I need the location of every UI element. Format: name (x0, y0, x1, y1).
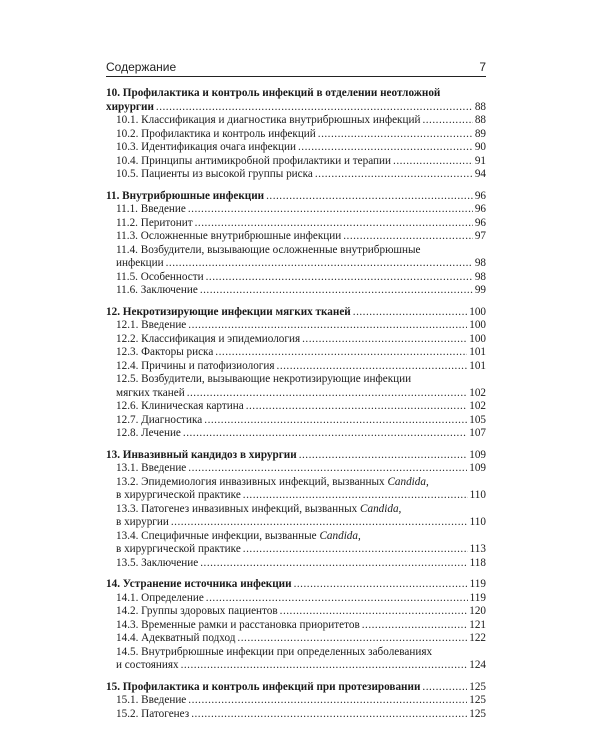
section-entry-page: 98 (474, 270, 486, 283)
chapter-entry-page: 109 (469, 448, 486, 461)
section-entry (106, 694, 486, 708)
section-entry-page: 94 (474, 168, 486, 180)
section-entry-text: 11.5. Особенности (116, 270, 204, 283)
section-entry (106, 427, 486, 441)
section-entry-page: 100 (469, 332, 486, 345)
section-entry-text: 12.4. Причины и патофизиология (116, 359, 275, 372)
section-entry (106, 168, 486, 182)
leader-dots (188, 203, 473, 217)
leader-dots (246, 400, 468, 414)
section-entry (106, 319, 486, 333)
section-entry-page: 101 (469, 359, 486, 372)
section-entry-text: 11.2. Перитонит (116, 216, 193, 229)
toc-chapter (106, 578, 486, 673)
section-title-line (106, 476, 486, 490)
page-number: 7 (479, 60, 486, 74)
section-entry-page: 113 (469, 543, 486, 555)
leader-dots (318, 128, 473, 142)
section-entry-page: 90 (474, 141, 486, 153)
table-of-contents (106, 87, 486, 729)
leader-dots (181, 659, 468, 673)
section-entry-page: 122 (469, 632, 486, 644)
section-entry-text: 10.4. Принципы антимикробной профилактики и терапии (116, 154, 392, 167)
leader-dots (343, 230, 473, 244)
chapter-entry-text: 12. Некротизирующие инфекции мягких тканей (106, 305, 351, 318)
chapter-entry (106, 101, 486, 115)
section-entry (106, 557, 486, 571)
chapter-title-line: 10. Профилактика и контроль инфекций в отделении неотложной (106, 87, 441, 99)
section-entry (106, 543, 486, 557)
section-title-text: 13.4. Специфичные инфекции, вызванные (116, 529, 317, 542)
section-entry (106, 203, 486, 217)
leader-dots (188, 694, 467, 708)
leader-dots (206, 271, 473, 285)
chapter-entry-page: 100 (469, 305, 486, 318)
section-entry (106, 271, 486, 285)
section-title-text: 14.5. Внутрибрюшные инфекции при определенных заболеваниях (116, 645, 433, 658)
section-entry-page: 91 (474, 154, 486, 167)
leader-dots (299, 449, 468, 463)
section-entry (106, 128, 486, 142)
section-title-italic: Candida, (360, 502, 402, 515)
section-entry-text: 14.3. Временные рамки и расстановка приоритетов (116, 618, 360, 631)
section-title-text: 13.3. Патогенез инвазивных инфекций, вызванных (116, 502, 358, 515)
section-entry-page: 102 (469, 400, 486, 412)
section-entry (106, 114, 486, 128)
section-entry-text: 15.2. Патогенез (116, 707, 190, 720)
leader-dots (200, 284, 473, 298)
toc-chapter (106, 306, 486, 441)
leader-dots (243, 543, 468, 557)
section-entry (106, 708, 486, 722)
leader-dots (188, 462, 467, 476)
section-entry (106, 632, 486, 646)
section-entry-page: 121 (469, 618, 486, 631)
section-entry (106, 592, 486, 606)
leader-dots (422, 681, 467, 695)
section-entry-text: 12.1. Введение (116, 319, 187, 331)
toc-chapter (106, 87, 486, 182)
leader-dots (171, 516, 468, 530)
running-header (106, 54, 486, 77)
chapter-entry-text: 15. Профилактика и контроль инфекций при протезировании (106, 680, 421, 693)
section-entry-text: 12.8. Лечение (116, 427, 181, 439)
section-entry-text: 14.1. Определение (116, 591, 204, 604)
chapter-entry (106, 190, 486, 204)
section-entry-page: 110 (469, 489, 486, 501)
section-entry-text: 11.1. Введение (116, 203, 186, 215)
section-entry-text: в хирургии (116, 516, 169, 528)
section-title-line (106, 503, 486, 517)
leader-dots (191, 708, 467, 722)
section-entry-page: 88 (474, 114, 486, 126)
section-entry (106, 489, 486, 503)
section-entry-text: 15.1. Введение (116, 694, 187, 706)
chapter-entry-text: 11. Внутрибрюшные инфекции (106, 189, 265, 202)
section-entry-page: 109 (469, 462, 486, 474)
section-entry-text: инфекции (116, 257, 164, 269)
toc-chapter (106, 681, 486, 722)
leader-dots (362, 619, 467, 633)
section-entry-text: 12.2. Классификация и эпидемиология (116, 332, 301, 345)
section-entry-page: 125 (469, 707, 486, 720)
section-entry (106, 230, 486, 244)
chapter-entry (106, 681, 486, 695)
section-entry-page: 125 (469, 694, 486, 706)
chapter-entry-text: 14. Устранение источника инфекции (106, 578, 292, 590)
section-entry-text: 10.2. Профилактика и контроль инфекций (116, 127, 316, 140)
section-title-text: 11.4. Возбудители, вызывающие осложненные внутрибрюшные (116, 243, 421, 256)
section-entry-page: 105 (469, 413, 486, 426)
chapter-entry (106, 306, 486, 320)
section-entry (106, 346, 486, 360)
leader-dots (353, 306, 467, 320)
section-entry (106, 414, 486, 428)
section-entry-page: 120 (469, 605, 486, 617)
leader-dots (237, 632, 467, 646)
leader-dots (200, 557, 467, 571)
leader-dots (422, 114, 472, 128)
section-title-text: 12.5. Возбудители, вызывающие некротизирующие инфекции (116, 373, 412, 385)
chapter-entry-page: 96 (474, 189, 486, 202)
section-title-text: 13.2. Эпидемиология инвазивных инфекций, вызванных (116, 475, 385, 488)
section-title-line (106, 244, 486, 258)
leader-dots (195, 217, 473, 231)
section-entry-page: 89 (474, 127, 486, 140)
section-entry-text: 11.6. Заключение (116, 284, 198, 296)
leader-dots (183, 427, 467, 441)
section-entry (106, 360, 486, 374)
chapter-entry-page: 125 (469, 680, 486, 693)
leader-dots (294, 578, 468, 592)
header-title: Содержание (106, 60, 177, 74)
section-entry (106, 217, 486, 231)
section-entry-text: 13.1. Введение (116, 462, 187, 474)
toc-chapter (106, 190, 486, 298)
leader-dots (393, 155, 473, 169)
leader-dots (266, 190, 473, 204)
section-entry-text: 14.4. Адекватный подход (116, 632, 236, 644)
section-entry-text: 10.3. Идентификация очага инфекции (116, 141, 296, 153)
section-entry (106, 333, 486, 347)
leader-dots (315, 168, 473, 182)
leader-dots (215, 346, 467, 360)
section-entry-page: 99 (474, 284, 486, 296)
section-entry-text: 10.5. Пациенты из высокой группы риска (116, 168, 313, 180)
section-title-line (106, 530, 486, 544)
section-entry-text: 12.7. Диагностика (116, 413, 203, 426)
section-entry-text: 14.2. Группы здоровых пациентов (116, 605, 278, 617)
section-entry (106, 284, 486, 298)
section-entry-text: и состояниях (116, 659, 179, 671)
leader-dots (188, 319, 467, 333)
chapter-entry (106, 449, 486, 463)
section-entry-page: 101 (469, 346, 486, 358)
section-entry-page: 102 (469, 386, 486, 399)
section-entry-page: 124 (469, 659, 486, 671)
leader-dots (166, 257, 473, 271)
section-entry-page: 96 (474, 216, 486, 229)
section-entry-text: 11.3. Осложненные внутрибрюшные инфекции (116, 230, 342, 242)
section-entry-text: в хирургической практике (116, 543, 241, 555)
section-entry-text: мягких тканей (116, 386, 185, 399)
section-entry-text: 12.6. Клиническая картина (116, 400, 244, 412)
section-entry-page: 100 (469, 319, 486, 331)
section-title-line (106, 373, 486, 387)
leader-dots (280, 605, 468, 619)
leader-dots (204, 414, 467, 428)
leader-dots (302, 333, 467, 347)
section-entry (106, 141, 486, 155)
section-entry (106, 619, 486, 633)
section-entry-page: 107 (469, 427, 486, 439)
section-entry-text: 13.5. Заключение (116, 556, 199, 569)
section-entry-page: 110 (469, 516, 486, 528)
section-entry-text: 10.1. Классификация и диагностика внутрибрюшных инфекций (116, 114, 421, 126)
section-title-line (106, 646, 486, 660)
section-entry (106, 516, 486, 530)
chapter-entry (106, 578, 486, 592)
section-entry-text: в хирургической практике (116, 489, 241, 501)
section-entry (106, 462, 486, 476)
section-entry-page: 98 (474, 257, 486, 269)
section-entry-page: 119 (469, 591, 486, 604)
section-entry-page: 118 (469, 556, 486, 569)
section-title-italic: Candida, (387, 475, 429, 488)
toc-chapter (106, 449, 486, 571)
chapter-entry-page: 88 (474, 100, 486, 113)
section-entry-page: 97 (474, 230, 486, 242)
section-entry-text: 12.3. Факторы риска (116, 346, 214, 358)
section-entry (106, 605, 486, 619)
chapter-entry-page: 119 (469, 578, 486, 590)
leader-dots (206, 592, 468, 606)
section-entry (106, 155, 486, 169)
section-entry-page: 96 (474, 203, 486, 215)
chapter-entry-text: 13. Инвазивный кандидоз в хирургии (106, 448, 297, 461)
section-entry (106, 400, 486, 414)
leader-dots (277, 360, 468, 374)
section-title-italic: Candida, (319, 529, 361, 542)
leader-dots (298, 141, 473, 155)
section-entry (106, 257, 486, 271)
leader-dots (187, 387, 468, 401)
chapter-entry-text: хирургии (106, 100, 154, 113)
section-entry (106, 659, 486, 673)
section-entry (106, 387, 486, 401)
leader-dots (243, 489, 468, 503)
leader-dots (156, 101, 473, 115)
